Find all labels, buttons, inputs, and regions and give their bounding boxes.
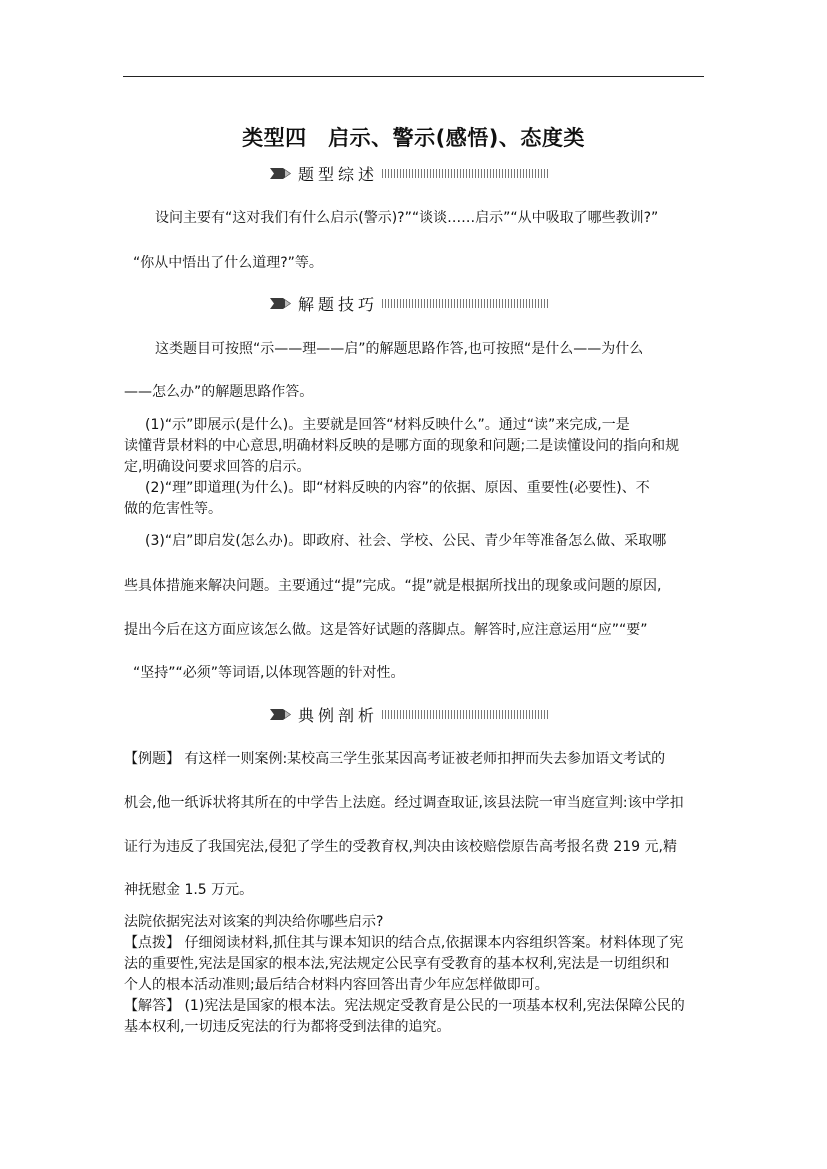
section-arrow-icon xyxy=(270,708,292,721)
paragraph-line: 法的重要性,宪法是国家的根本法,宪法规定公民享有受教育的基本权利,宪法是一切组织和 xyxy=(124,956,670,972)
section-arrow-icon xyxy=(270,297,292,310)
section-dotted-rule xyxy=(382,299,550,308)
paragraph-line: (2)“理”即道理(为什么)。即“材料反映的内容”的依据、原因、重要性(必要性)、不 xyxy=(145,480,650,496)
paragraph-line: (1)“示”即展示(是什么)。主要就是回答“材料反映什么”。通过“读”来完成,一是 xyxy=(145,417,630,433)
paragraph-line: 基本权利,一切违反宪法的行为都将受到法律的追究。 xyxy=(124,1019,451,1035)
paragraph-line: 提出今后在这方面应该怎么做。这是答好试题的落脚点。解答时,应注意运用“应”“要” xyxy=(124,622,648,638)
paragraph-line: 读懂背景材料的中心意思,明确材料反映的是哪方面的现象和问题;二是读懂设问的指向和规 xyxy=(124,438,680,454)
paragraph-line: 这类题目可按照“示——理——启”的解题思路作答,也可按照“是什么——为什么 xyxy=(155,341,644,357)
section-label: 题型综述 xyxy=(298,164,379,184)
section-label: 典例剖析 xyxy=(298,705,379,725)
paragraph-line: “你从中悟出了什么道理?”等。 xyxy=(133,255,323,271)
paragraph-line: 证行为违反了我国宪法,侵犯了学生的受教育权,判决由该校赔偿原告高考报名费 219 元,精 xyxy=(124,839,677,855)
paragraph-line: 定,明确设问要求回答的启示。 xyxy=(124,459,311,475)
section-heading-skills xyxy=(270,292,550,314)
paragraph-line: 设问主要有“这对我们有什么启示(警示)?”“谈谈……启示”“从中吸取了哪些教训?” xyxy=(155,210,659,226)
paragraph-line: (3)“启”即启发(怎么办)。即政府、社会、学校、公民、青少年等准备怎么做、采取哪 xyxy=(145,533,667,549)
paragraph-line: ——怎么办”的解题思路作答。 xyxy=(124,384,314,400)
section-label: 解题技巧 xyxy=(298,294,379,314)
paragraph-line: 【点拨】 仔细阅读材料,抓住其与课本知识的结合点,依据课本内容组织答案。材料体现了宪 xyxy=(124,935,684,951)
paragraph-line: 法院依据宪法对该案的判决给你哪些启示? xyxy=(124,914,384,930)
section-heading-example xyxy=(270,703,550,725)
section-heading-overview xyxy=(270,162,550,184)
paragraph-line: 做的危害性等。 xyxy=(124,501,222,517)
paragraph-line: 些具体措施来解决问题。主要通过“提”完成。“提”就是根据所找出的现象或问题的原因, xyxy=(124,578,662,594)
page-title: 类型四 启示、警示(感悟)、态度类 xyxy=(242,126,585,150)
section-dotted-rule xyxy=(382,710,550,719)
section-arrow-icon xyxy=(270,167,292,180)
header-rule xyxy=(123,76,704,77)
paragraph-line: 【解答】 (1)宪法是国家的根本法。宪法规定受教育是公民的一项基本权利,宪法保障公民的 xyxy=(124,998,685,1014)
paragraph-line: 机会,他一纸诉状将其所在的中学告上法庭。经过调查取证,该县法院一审当庭宣判:该中学扣 xyxy=(124,795,684,811)
paragraph-line: “坚持”“必须”等词语,以体现答题的针对性。 xyxy=(133,665,405,681)
paragraph-line: 神抚慰金 1.5 万元。 xyxy=(124,882,254,898)
paragraph-line: 【例题】 有这样一则案例:某校高三学生张某因高考证被老师扣押而失去参加语文考试的 xyxy=(124,751,666,767)
section-dotted-rule xyxy=(382,169,550,178)
paragraph-line: 个人的根本活动准则;最后结合材料内容回答出青少年应怎样做即可。 xyxy=(124,977,549,993)
